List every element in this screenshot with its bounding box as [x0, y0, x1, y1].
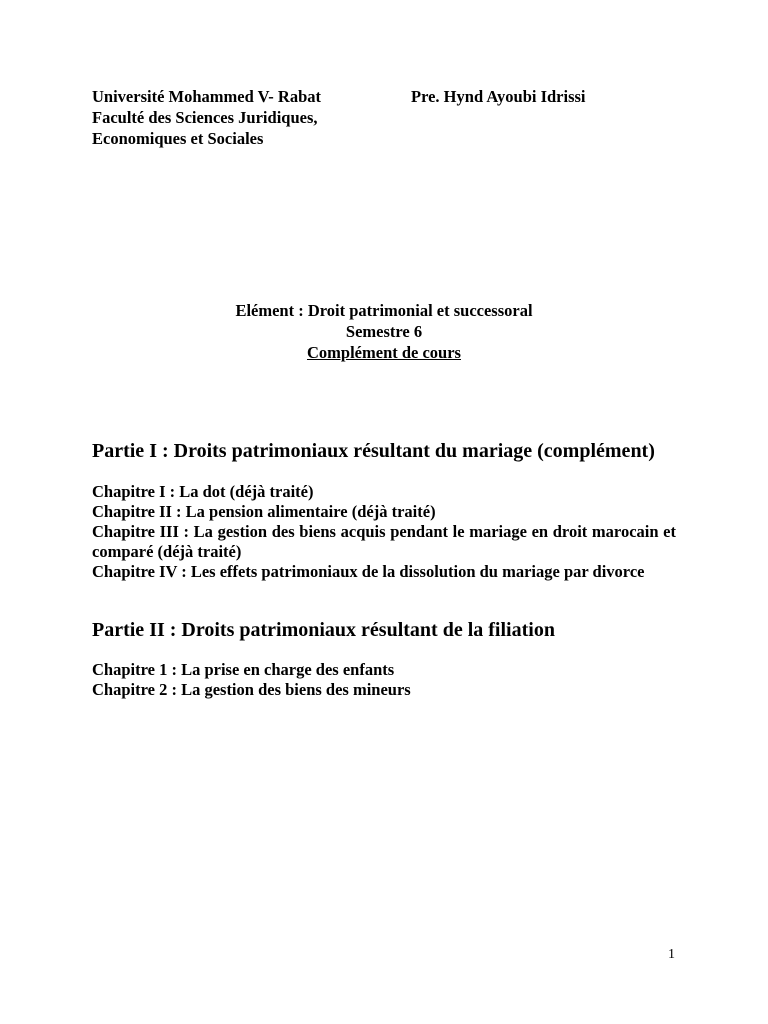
institution-line-faculty-cont: Economiques et Sociales — [92, 129, 264, 148]
course-title-block — [0, 300, 768, 363]
chapter-item: Chapitre 2 : La gestion des biens des mineurs — [92, 680, 411, 699]
part-1-title: Partie I : Droits patrimoniaux résultant du mariage (complément) — [92, 440, 655, 462]
part-2-title: Partie II : Droits patrimoniaux résultant de la filiation — [92, 619, 555, 641]
institution-line-university: Université Mohammed V- Rabat — [92, 87, 321, 106]
chapter-item: Chapitre IV : Les effets patrimoniaux de la dissolution du mariage par divorce — [92, 562, 645, 581]
institution-block — [92, 86, 321, 149]
course-element: Elément : Droit patrimonial et successoral — [235, 301, 533, 320]
course-semester: Semestre 6 — [345, 322, 423, 341]
page-number: 1 — [668, 947, 675, 962]
author-name: Pre. Hynd Ayoubi Idrissi — [411, 87, 586, 106]
part-2-chapter-list — [92, 660, 676, 700]
chapter-item: Chapitre III : La gestion des biens acquis pendant le mariage en droit marocain et comparé (déjà traité) — [92, 522, 676, 561]
part-1-chapter-list — [92, 482, 676, 582]
course-subtitle: Complément de cours — [307, 343, 461, 362]
institution-line-faculty: Faculté des Sciences Juridiques, — [92, 108, 318, 127]
chapter-item: Chapitre II : La pension alimentaire (déjà traité) — [92, 502, 436, 521]
chapter-item: Chapitre 1 : La prise en charge des enfants — [92, 660, 395, 679]
chapter-item: Chapitre I : La dot (déjà traité) — [92, 482, 314, 501]
